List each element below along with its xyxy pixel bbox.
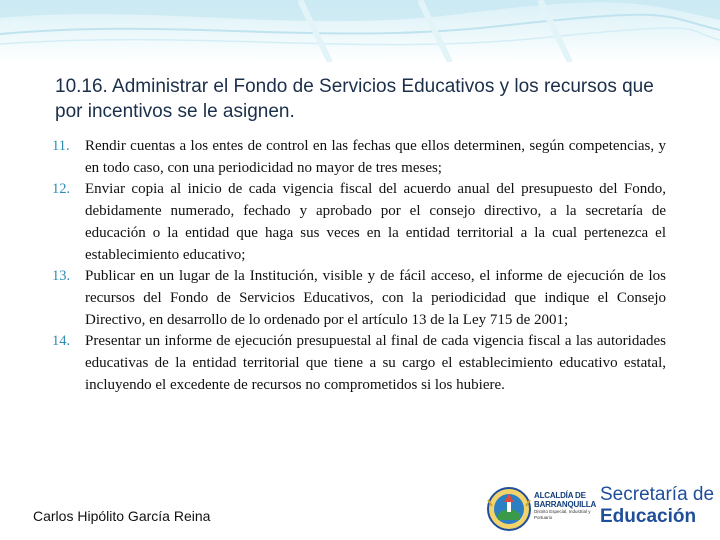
- secretaria-line2: Educación: [600, 506, 697, 527]
- alcaldia-subtitle: Distrito Especial, Industrial y Portuario: [534, 509, 591, 520]
- list-item: [52, 266, 666, 331]
- slide-title: 10.16. Administrar el Fondo de Servicios Educativos y los recursos que por incentivos se le asignen.: [55, 76, 654, 122]
- secretaria-line1: Secretaría de: [600, 484, 715, 505]
- institution-logos: [478, 479, 720, 540]
- decorative-header-band: [0, 0, 720, 62]
- item-number: 11.: [52, 138, 70, 154]
- item-number: 12.: [52, 181, 71, 198]
- author-name: Carlos Hipólito García Reina: [33, 508, 211, 524]
- numbered-list: [52, 136, 666, 396]
- alcaldia-line2: BARRANQUILLA: [534, 500, 597, 509]
- item-text: Presentar un informe de ejecución presupuestal al final de cada vigencia fiscal a las autoridades educativas de la entidad territorial que tiene a su cargo el establecimiento educativo estatal, incluyendo el excedente de recursos no comprometidos si los hubiere.: [85, 333, 666, 393]
- city-seal-icon: [486, 484, 532, 534]
- item-text: Publicar en un lugar de la Institución, visible y de fácil acceso, el informe de ejecución de los recursos del Fondo de Servicios Educativos, con la periodicidad que indique el Consejo Directivo, en desarrollo de lo ordenado por el artículo 13 de la Ley 715 de 2001;: [85, 268, 666, 328]
- list-item: [52, 179, 666, 266]
- item-number: 14.: [52, 333, 71, 350]
- alcaldia-line1: ALCALDÍA DE: [534, 491, 586, 500]
- list-item: [52, 136, 666, 179]
- item-text: Enviar copia al inicio de cada vigencia fiscal del acuerdo anual del presupuesto del Fondo, debidamente numerado, fechado y aprobado por el consejo directivo, a la secretaría de educación o la entidad que haga sus veces en la entidad territorial a la cual pertenezca el establecimiento educativo;: [85, 181, 666, 263]
- item-text: Rendir cuentas a los entes de control en las fechas que ellos determinen, según competencias, y en todo caso, con una periodicidad no mayor de tres meses;: [85, 138, 666, 176]
- secretaria-wordmark: [600, 484, 714, 528]
- alcaldia-wordmark: [534, 491, 597, 521]
- item-number: 13.: [52, 268, 71, 285]
- header-wave-decoration: [0, 0, 720, 62]
- list-item: [52, 331, 666, 396]
